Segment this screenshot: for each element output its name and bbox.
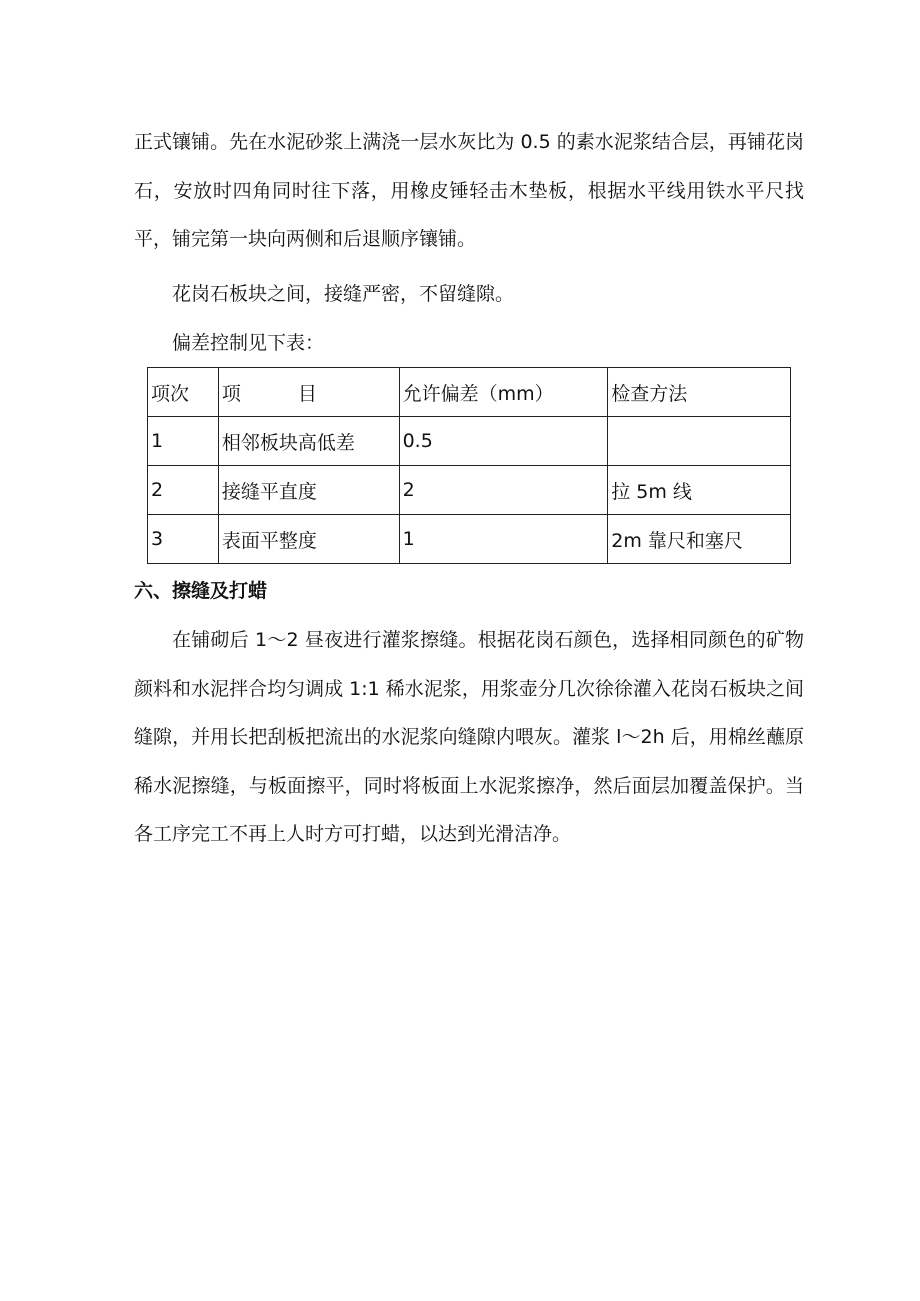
cell-item-no: 2 (148, 466, 219, 515)
paragraph-table-intro: 偏差控制见下表： (172, 332, 325, 354)
header-item: 项 目 (218, 368, 399, 417)
cell-tolerance: 1 (399, 515, 608, 564)
cell-item-no: 1 (148, 417, 219, 466)
cell-item: 表面平整度 (218, 515, 399, 564)
cell-item: 相邻板块高低差 (218, 417, 399, 466)
cell-item-no: 3 (148, 515, 219, 564)
tolerance-table (147, 367, 791, 564)
paragraph-installation: 正式镶铺。先在水泥砂浆上满浇一层水灰比为 0.5 的素水泥浆结合层，再铺花岗石，安放时四角同时往下落，用橡皮锤轻击木垫板，根据水平线用铁水平尺找平，铺完第一块向两侧和后退顺序镶铺。 (134, 131, 804, 250)
table-row (148, 417, 791, 466)
paragraph-joints: 花岗石板块之间，接缝严密，不留缝隙。 (172, 283, 515, 305)
cell-method: 2m 靠尺和塞尺 (608, 515, 791, 564)
table-header-row (148, 368, 791, 417)
cell-tolerance: 2 (399, 466, 608, 515)
cell-method (608, 417, 791, 466)
header-item-no: 项次 (148, 368, 219, 417)
table-row (148, 466, 791, 515)
cell-method: 拉 5m 线 (608, 466, 791, 515)
section-heading: 六、擦缝及打蜡 (134, 580, 268, 602)
cell-tolerance: 0.5 (399, 417, 608, 466)
table-row (148, 515, 791, 564)
header-tolerance: 允许偏差（mm） (399, 368, 608, 417)
paragraph-grouting-waxing: 在铺砌后 1～2 昼夜进行灌浆擦缝。根据花岗石颜色，选择相同颜色的矿物颜料和水泥拌合均匀调成 1:1 稀水泥浆，用浆壶分几次徐徐灌入花岗石板块之间缝隙，并用长把刮板把流出的水泥浆向缝隙内喂灰。灌浆 l～2h 后，用棉丝蘸原稀水泥擦缝，与板面擦平，同时将板面上水泥浆擦净，然后面层加覆盖保护。当各工序完工不再上人时方可打蜡，以达到光滑洁净。 (134, 629, 804, 845)
cell-item: 接缝平直度 (218, 466, 399, 515)
header-method: 检查方法 (608, 368, 791, 417)
